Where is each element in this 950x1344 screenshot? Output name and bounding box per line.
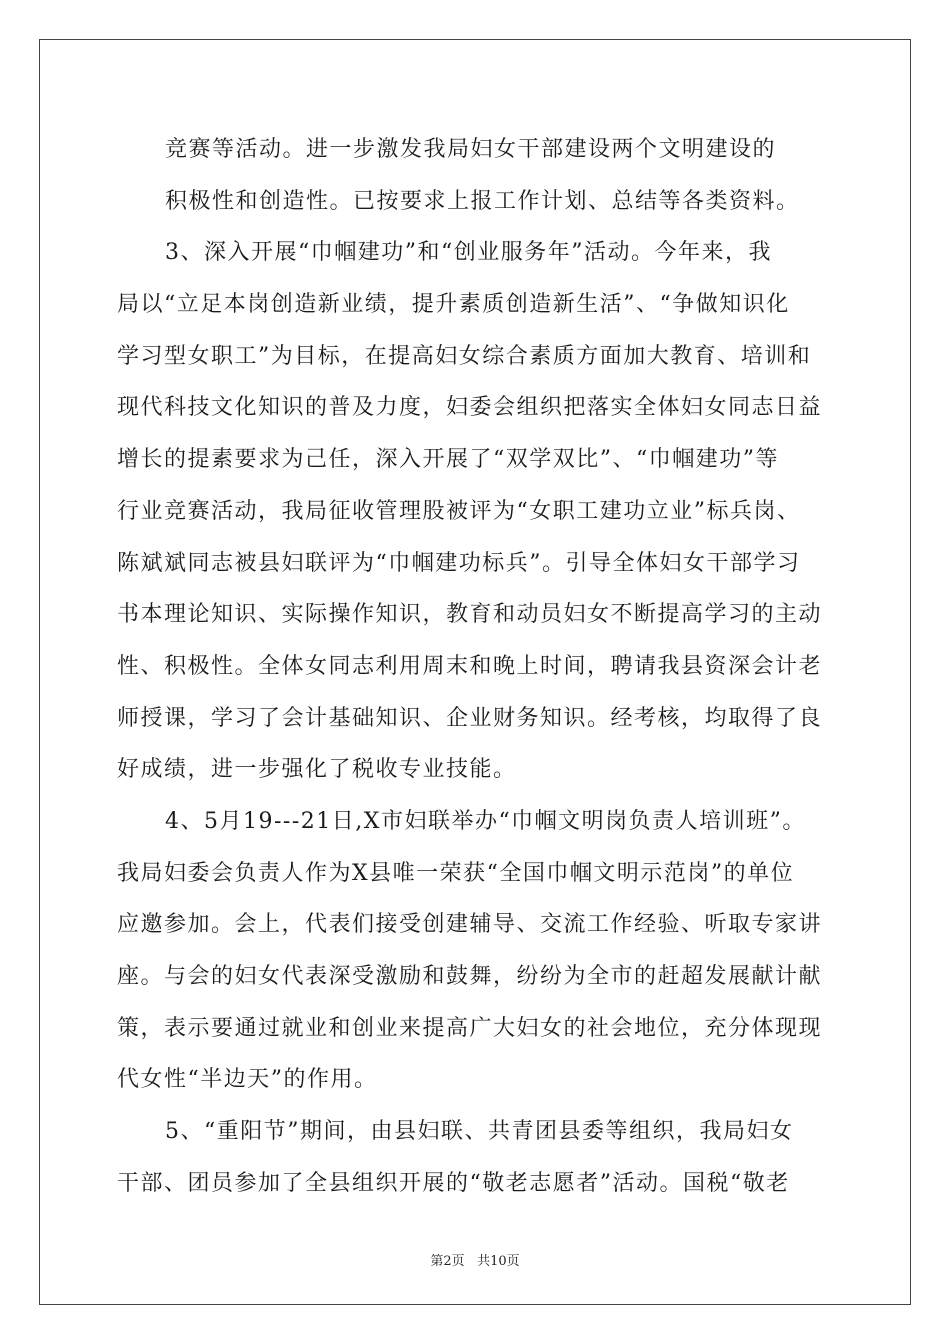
page-total: 共10页 bbox=[477, 1254, 520, 1269]
text-line: 陈斌斌同志被县妇联评为“巾帼建功标兵”。引导全体妇女干部学习 bbox=[117, 550, 801, 576]
text-line: 策，表示要通过就业和创业来提高广大妇女的社会地位，充分体现现 bbox=[117, 1015, 823, 1041]
text-line: 应邀参加。会上，代表们接受创建辅导、交流工作经验、听取专家讲 bbox=[117, 912, 823, 938]
text-line: 座。与会的妇女代表深受激励和鼓舞，纷纷为全市的赶超发展献计献 bbox=[117, 964, 823, 989]
text-line: 现代科技文化知识的普及力度，妇委会组织把落实全体妇女同志日益 bbox=[117, 395, 823, 421]
paragraph-start-line: 3、深入开展“巾帼建功”和“创业服务年”活动。今年来，我 bbox=[165, 240, 772, 266]
paragraph-start-line: 5、“重阳节”期间，由县妇联、共青团县委等组织，我局妇女 bbox=[165, 1119, 794, 1145]
text-line: 积极性和创造性。已按要求上报工作计划、总结等各类资料。 bbox=[165, 188, 800, 214]
text-line: 书本理论知识、实际操作知识，教育和动员妇女不断提高学习的主动 bbox=[117, 602, 823, 628]
text-line: 代女性“半边天”的作用。 bbox=[117, 1067, 378, 1093]
text-line: 师授课，学习了会计基础知识、企业财务知识。经考核，均取得了良 bbox=[117, 705, 823, 731]
text-line: 局以“立足本岗创造新业绩，提升素质创造新生活”、“争做知识化 bbox=[117, 292, 790, 318]
text-line: 好成绩，进一步强化了税收专业技能。 bbox=[117, 757, 517, 783]
text-line: 竞赛等活动。进一步激发我局妇女干部建设两个文明建设的 bbox=[165, 137, 777, 162]
text-line: 增长的提素要求为己任，深入开展了“双学双比”、“巾帼建功”等 bbox=[117, 447, 779, 473]
text-line: 行业竞赛活动，我局征收管理股被评为“女职工建功立业”标兵岗、 bbox=[117, 498, 801, 524]
page-footer bbox=[0, 1250, 950, 1269]
paragraph-start-line: 4、5月19---21日,X市妇联举办“巾帼文明岗负责人培训班”。 bbox=[165, 808, 806, 834]
text-line: 性、积极性。全体女同志利用周末和晚上时间，聘请我县资深会计老 bbox=[117, 653, 823, 679]
text-line: 学习型女职工”为目标，在提高妇女综合素质方面加大教育、培训和 bbox=[117, 343, 812, 369]
text-line: 我局妇委会负责人作为X县唯一荣获“全国巾帼文明示范岗”的单位 bbox=[117, 860, 795, 886]
text-line: 干部、团员参加了全县组织开展的“敬老志愿者”活动。国税“敬老 bbox=[117, 1170, 790, 1196]
page-number: 第2页 bbox=[430, 1254, 465, 1269]
document-body bbox=[117, 124, 835, 1209]
